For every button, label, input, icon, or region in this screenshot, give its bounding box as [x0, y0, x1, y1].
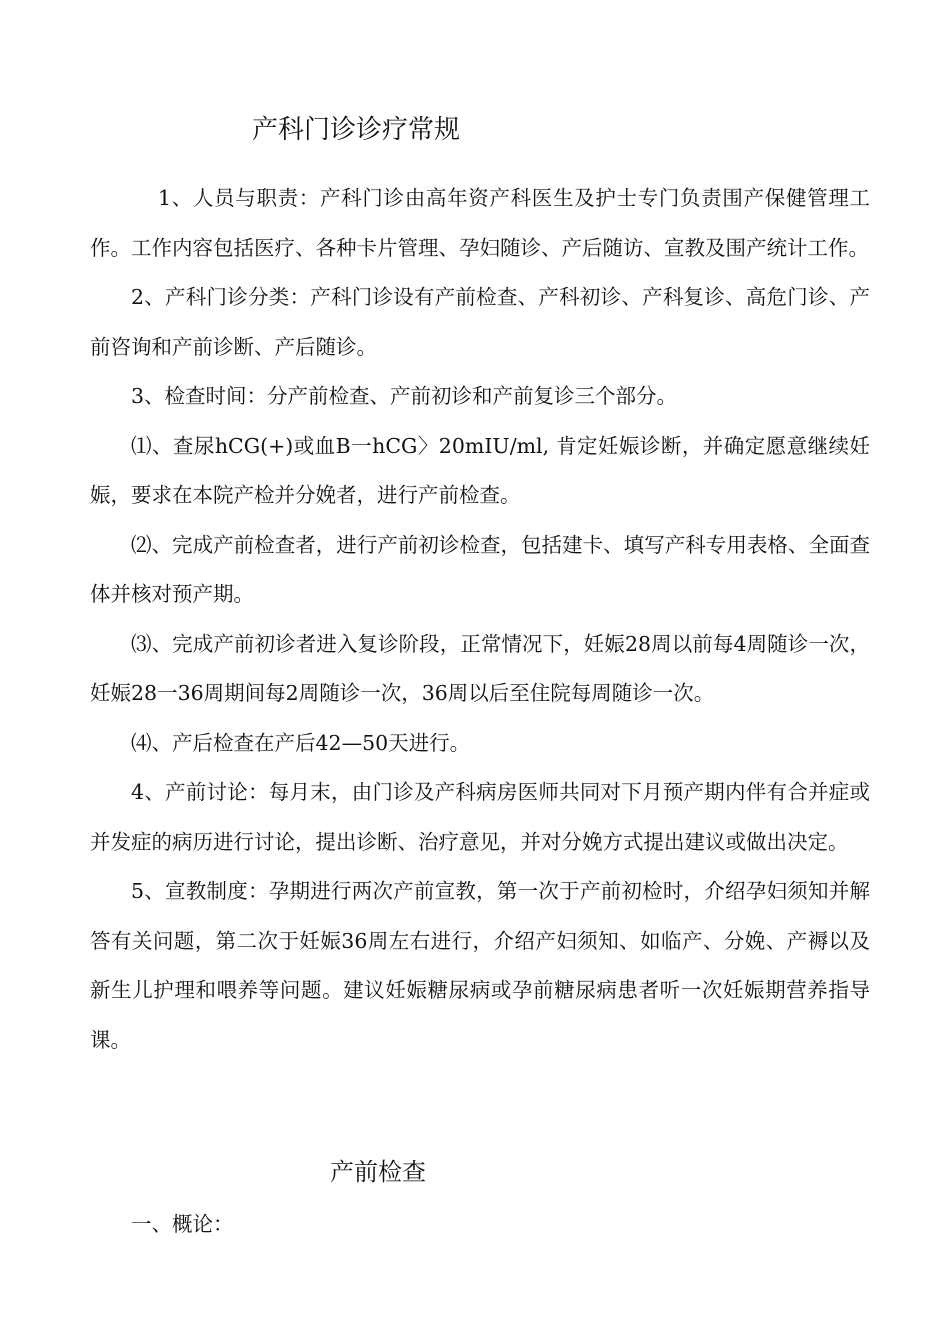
section-heading: 一、概论：	[131, 1212, 234, 1236]
paragraph-clinic-categories: 2、产科门诊分类：产科门诊设有产前检查、产科初诊、产科复诊、高危门诊、产前咨询和产前诊断、产后随诊。	[90, 285, 870, 359]
paragraph-exam-time: 3、检查时间：分产前检查、产前初诊和产前复诊三个部分。	[131, 384, 678, 408]
paragraph-education-system: 5、宣教制度：孕期进行两次产前宣教，第一次于产前初检时，介绍孕妇须知并解答有关问题，第二次于妊娠36周左右进行，介绍产妇须知、如临产、分娩、产褥以及新生儿护理和喂养等问题。建议妊娠糖尿病或孕前糖尿病患者听一次妊娠期营养指导课。	[90, 879, 870, 1052]
paragraph-exam-step-2: ⑵、完成产前检查者，进行产前初诊检查，包括建卡、填写产科专用表格、全面查体并核对预产期。	[90, 532, 870, 606]
section-title: 产前检查	[330, 1158, 426, 1186]
paragraph-exam-step-3: ⑶、完成产前初诊者进入复诊阶段，正常情况下，妊娠28周以前每4周随诊一次，妊娠28一36周期间每2周随诊一次，36周以后至住院每周随诊一次。	[90, 631, 870, 705]
document-body	[90, 174, 870, 1065]
paragraph-prenatal-discussion: 4、产前讨论：每月末，由门诊及产科病房医师共同对下月预产期内伴有合并症或并发症的病历进行讨论，提出诊断、治疗意见，并对分娩方式提出建议或做出决定。	[90, 780, 870, 854]
paragraph-exam-step-4: ⑷、产后检查在产后42—50天进行。	[131, 730, 471, 755]
paragraph-exam-step-1: ⑴、查尿hCG(+)或血B一hCG〉20mIU/ml, 肯定妊娠诊断，并确定愿意继续妊娠，要求在本院产检并分娩者，进行产前检查。	[90, 433, 870, 507]
document-title: 产科门诊诊疗常规	[252, 115, 461, 145]
paragraph-staff-duties: 1、人员与职责：产科门诊由高年资产科医生及护士专门负责围产保健管理工作。工作内容包括医疗、各种卡片管理、孕妇随诊、产后随访、宣教及围产统计工作。	[90, 186, 870, 260]
